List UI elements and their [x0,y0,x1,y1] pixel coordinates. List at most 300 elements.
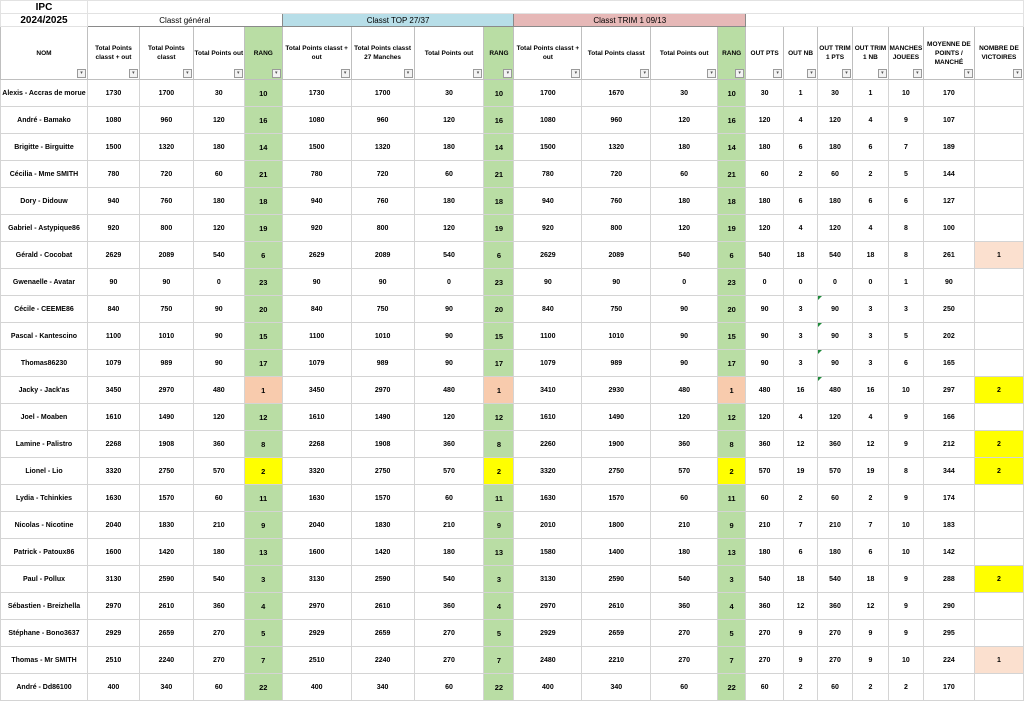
table-cell[interactable]: 2929 [87,620,139,647]
table-cell[interactable]: 1500 [87,134,139,161]
table-cell[interactable]: 2510 [87,647,139,674]
column-header-17[interactable] [888,27,923,80]
table-cell[interactable]: 0 [414,269,484,296]
table-cell[interactable]: 2268 [87,431,139,458]
table-cell[interactable]: 90 [282,269,351,296]
table-cell[interactable]: 270 [818,620,853,647]
table-cell[interactable]: 174 [923,485,974,512]
table-cell[interactable]: 6 [852,134,888,161]
table-cell[interactable]: 1610 [87,404,139,431]
table-cell[interactable]: 2 [974,458,1023,485]
table-cell[interactable]: 1490 [582,404,651,431]
table-cell[interactable]: 12 [784,431,818,458]
table-cell[interactable]: 2750 [139,458,193,485]
table-cell[interactable]: 800 [139,215,193,242]
table-cell[interactable]: 1630 [282,485,351,512]
table-cell[interactable]: 90 [414,323,484,350]
table-cell[interactable]: 10 [888,647,923,674]
table-cell[interactable]: 1079 [282,350,351,377]
table-cell[interactable]: 120 [193,404,244,431]
table-cell[interactable]: 250 [923,296,974,323]
table-cell[interactable]: 12 [852,593,888,620]
table-cell[interactable]: 1010 [351,323,414,350]
table-cell[interactable]: 120 [414,215,484,242]
table-cell[interactable]: 360 [414,593,484,620]
table-cell[interactable]: 540 [414,242,484,269]
table-cell[interactable]: 90 [582,269,651,296]
table-cell[interactable]: 570 [746,458,784,485]
table-cell[interactable]: 8 [888,458,923,485]
table-cell[interactable]: 340 [351,674,414,701]
player-name-cell[interactable]: Dory - Didouw [1,188,88,215]
table-cell[interactable]: 920 [514,215,582,242]
player-name-cell[interactable]: Pascal - Kantescino [1,323,88,350]
table-cell[interactable]: 120 [193,215,244,242]
player-name-cell[interactable]: Joel - Moaben [1,404,88,431]
table-cell[interactable]: 2659 [139,620,193,647]
table-cell[interactable]: 1600 [282,539,351,566]
table-cell[interactable]: 1800 [582,512,651,539]
table-cell[interactable]: 780 [514,161,582,188]
table-cell[interactable]: 400 [87,674,139,701]
filter-dropdown-icon[interactable]: ▾ [1013,69,1022,78]
table-cell[interactable] [974,323,1023,350]
table-cell[interactable]: 750 [139,296,193,323]
table-cell[interactable]: 1570 [351,485,414,512]
table-cell[interactable]: 120 [651,107,718,134]
table-cell[interactable]: 360 [193,431,244,458]
table-cell[interactable]: 16 [852,377,888,404]
table-cell[interactable]: 2750 [351,458,414,485]
rank-cell[interactable]: 10 [484,80,514,107]
table-cell[interactable]: 9 [852,647,888,674]
table-cell[interactable]: 1320 [139,134,193,161]
rank-cell[interactable]: 8 [244,431,282,458]
table-cell[interactable]: 360 [818,593,853,620]
table-cell[interactable]: 1100 [282,323,351,350]
column-header-7[interactable] [414,27,484,80]
table-cell[interactable]: 360 [818,431,853,458]
table-cell[interactable]: 2040 [282,512,351,539]
table-cell[interactable]: 295 [923,620,974,647]
table-cell[interactable]: 60 [818,674,853,701]
table-cell[interactable]: 2610 [139,593,193,620]
table-cell[interactable]: 2 [974,377,1023,404]
table-cell[interactable]: 340 [582,674,651,701]
rank-cell[interactable]: 7 [718,647,746,674]
table-cell[interactable]: 480 [818,377,853,404]
column-header-15[interactable] [818,27,853,80]
table-cell[interactable]: 189 [923,134,974,161]
table-cell[interactable]: 800 [351,215,414,242]
table-cell[interactable]: 90 [193,323,244,350]
rank-cell[interactable]: 17 [484,350,514,377]
table-cell[interactable]: 1 [852,80,888,107]
table-cell[interactable]: 1420 [139,539,193,566]
table-cell[interactable]: 30 [746,80,784,107]
table-cell[interactable] [974,80,1023,107]
table-cell[interactable] [974,350,1023,377]
table-cell[interactable]: 180 [746,188,784,215]
rank-cell[interactable]: 17 [718,350,746,377]
table-cell[interactable]: 1600 [87,539,139,566]
rank-cell[interactable]: 12 [244,404,282,431]
player-name-cell[interactable]: Gabriel - Astypique86 [1,215,88,242]
table-cell[interactable]: 7 [852,512,888,539]
table-cell[interactable]: 90 [818,350,853,377]
table-cell[interactable]: 2040 [87,512,139,539]
rank-cell[interactable]: 19 [244,215,282,242]
table-cell[interactable]: 270 [193,620,244,647]
filter-dropdown-icon[interactable]: ▾ [735,69,744,78]
table-cell[interactable]: 2210 [582,647,651,674]
table-cell[interactable]: 1490 [351,404,414,431]
table-cell[interactable]: 270 [651,647,718,674]
table-cell[interactable]: 840 [87,296,139,323]
table-cell[interactable]: 540 [818,566,853,593]
column-header-5[interactable] [282,27,351,80]
table-cell[interactable]: 720 [582,161,651,188]
table-cell[interactable]: 10 [888,80,923,107]
rank-cell[interactable]: 10 [718,80,746,107]
table-cell[interactable] [974,296,1023,323]
table-cell[interactable]: 1610 [514,404,582,431]
table-cell[interactable]: 780 [87,161,139,188]
table-cell[interactable]: 2590 [582,566,651,593]
table-cell[interactable]: 0 [818,269,853,296]
table-cell[interactable]: 1100 [87,323,139,350]
table-cell[interactable]: 3410 [514,377,582,404]
table-cell[interactable]: 940 [282,188,351,215]
rank-cell[interactable]: 9 [718,512,746,539]
table-cell[interactable]: 120 [651,215,718,242]
table-cell[interactable]: 166 [923,404,974,431]
table-cell[interactable]: 1830 [351,512,414,539]
rank-cell[interactable]: 5 [718,620,746,647]
table-cell[interactable]: 960 [582,107,651,134]
table-cell[interactable] [974,107,1023,134]
table-cell[interactable]: 570 [414,458,484,485]
rank-cell[interactable]: 23 [484,269,514,296]
table-cell[interactable]: 480 [651,377,718,404]
table-cell[interactable]: 0 [651,269,718,296]
table-cell[interactable]: 170 [923,80,974,107]
table-cell[interactable]: 360 [193,593,244,620]
table-cell[interactable]: 1500 [282,134,351,161]
filter-dropdown-icon[interactable]: ▾ [913,69,922,78]
table-cell[interactable]: 3130 [282,566,351,593]
table-cell[interactable]: 180 [746,134,784,161]
table-cell[interactable]: 2930 [582,377,651,404]
table-cell[interactable]: 1900 [582,431,651,458]
table-cell[interactable]: 120 [818,404,853,431]
player-name-cell[interactable]: Lionel - Lio [1,458,88,485]
column-header-0[interactable] [1,27,88,80]
rank-cell[interactable]: 22 [484,674,514,701]
filter-dropdown-icon[interactable]: ▾ [77,69,86,78]
table-cell[interactable]: 3 [784,350,818,377]
table-cell[interactable]: 90 [746,323,784,350]
rank-cell[interactable]: 13 [244,539,282,566]
table-cell[interactable]: 60 [818,161,853,188]
rank-cell[interactable]: 6 [484,242,514,269]
table-cell[interactable]: 0 [193,269,244,296]
table-cell[interactable]: 9 [888,620,923,647]
filter-dropdown-icon[interactable]: ▾ [807,69,816,78]
table-cell[interactable]: 180 [414,188,484,215]
rank-cell[interactable]: 7 [244,647,282,674]
table-cell[interactable] [974,161,1023,188]
player-name-cell[interactable]: Gérald - Cocobat [1,242,88,269]
table-cell[interactable]: 120 [818,107,853,134]
table-cell[interactable]: 2 [852,674,888,701]
table-cell[interactable]: 60 [746,161,784,188]
table-cell[interactable] [974,404,1023,431]
table-cell[interactable]: 60 [414,674,484,701]
column-header-10[interactable] [582,27,651,80]
filter-dropdown-icon[interactable]: ▾ [503,69,512,78]
table-cell[interactable]: 90 [818,323,853,350]
table-cell[interactable]: 9 [888,593,923,620]
table-cell[interactable]: 3 [852,296,888,323]
table-cell[interactable]: 9 [784,647,818,674]
table-cell[interactable]: 920 [87,215,139,242]
table-cell[interactable]: 90 [139,269,193,296]
table-cell[interactable]: 10 [888,539,923,566]
table-cell[interactable]: 90 [651,323,718,350]
rank-cell[interactable]: 15 [484,323,514,350]
table-cell[interactable]: 6 [852,539,888,566]
table-cell[interactable]: 90 [746,296,784,323]
table-cell[interactable]: 1 [974,242,1023,269]
table-cell[interactable]: 760 [139,188,193,215]
player-name-cell[interactable]: Lamine - Palistro [1,431,88,458]
rank-cell[interactable]: 4 [244,593,282,620]
table-cell[interactable]: 9 [888,107,923,134]
rank-cell[interactable]: 18 [484,188,514,215]
table-cell[interactable]: 90 [818,296,853,323]
filter-dropdown-icon[interactable]: ▾ [183,69,192,78]
table-cell[interactable]: 2 [852,161,888,188]
filter-dropdown-icon[interactable]: ▾ [640,69,649,78]
table-cell[interactable]: 90 [414,296,484,323]
table-cell[interactable]: 2510 [282,647,351,674]
table-cell[interactable]: 270 [193,647,244,674]
table-cell[interactable]: 2 [974,566,1023,593]
table-cell[interactable]: 940 [87,188,139,215]
filter-dropdown-icon[interactable]: ▾ [707,69,716,78]
table-cell[interactable]: 60 [651,161,718,188]
table-cell[interactable]: 540 [746,566,784,593]
table-cell[interactable]: 120 [746,107,784,134]
table-cell[interactable]: 5 [888,323,923,350]
table-cell[interactable]: 210 [414,512,484,539]
column-header-2[interactable] [139,27,193,80]
table-cell[interactable]: 202 [923,323,974,350]
table-cell[interactable]: 760 [582,188,651,215]
table-cell[interactable] [974,269,1023,296]
table-cell[interactable]: 1079 [514,350,582,377]
table-cell[interactable]: 570 [818,458,853,485]
filter-dropdown-icon[interactable]: ▾ [341,69,350,78]
table-cell[interactable]: 180 [651,539,718,566]
rank-cell[interactable]: 16 [244,107,282,134]
table-cell[interactable]: 2089 [351,242,414,269]
table-cell[interactable]: 2089 [139,242,193,269]
filter-dropdown-icon[interactable]: ▾ [571,69,580,78]
table-cell[interactable]: 3 [852,323,888,350]
rank-cell[interactable]: 3 [484,566,514,593]
table-cell[interactable]: 1730 [87,80,139,107]
table-cell[interactable]: 2480 [514,647,582,674]
table-cell[interactable]: 989 [139,350,193,377]
table-cell[interactable]: 840 [282,296,351,323]
table-cell[interactable]: 1700 [351,80,414,107]
table-cell[interactable]: 6 [784,134,818,161]
rank-cell[interactable]: 16 [484,107,514,134]
table-cell[interactable]: 920 [282,215,351,242]
table-cell[interactable]: 3320 [282,458,351,485]
table-cell[interactable] [974,539,1023,566]
table-cell[interactable]: 1080 [87,107,139,134]
table-cell[interactable]: 1908 [351,431,414,458]
rank-cell[interactable]: 6 [244,242,282,269]
table-cell[interactable]: 2970 [351,377,414,404]
table-cell[interactable]: 0 [852,269,888,296]
column-header-6[interactable] [351,27,414,80]
table-cell[interactable]: 2610 [582,593,651,620]
player-name-cell[interactable]: Gwenaelle - Avatar [1,269,88,296]
table-cell[interactable]: 270 [746,620,784,647]
table-cell[interactable]: 6 [888,350,923,377]
table-cell[interactable]: 540 [651,242,718,269]
table-cell[interactable]: 1100 [514,323,582,350]
rank-cell[interactable]: 21 [484,161,514,188]
table-cell[interactable]: 2 [974,431,1023,458]
table-cell[interactable]: 1730 [282,80,351,107]
table-cell[interactable]: 3130 [514,566,582,593]
table-cell[interactable] [974,674,1023,701]
table-cell[interactable]: 2590 [139,566,193,593]
table-cell[interactable]: 1830 [139,512,193,539]
rank-cell[interactable]: 10 [244,80,282,107]
column-header-1[interactable] [87,27,139,80]
rank-cell[interactable]: 8 [484,431,514,458]
table-cell[interactable]: 2929 [514,620,582,647]
table-cell[interactable]: 5 [888,161,923,188]
table-cell[interactable]: 18 [784,566,818,593]
table-cell[interactable]: 120 [414,404,484,431]
table-cell[interactable]: 1908 [139,431,193,458]
table-cell[interactable]: 570 [651,458,718,485]
table-cell[interactable]: 2929 [282,620,351,647]
table-cell[interactable]: 7 [784,512,818,539]
table-cell[interactable]: 180 [414,134,484,161]
player-name-cell[interactable]: André - Bamako [1,107,88,134]
table-cell[interactable]: 180 [818,539,853,566]
table-cell[interactable]: 180 [193,188,244,215]
player-name-cell[interactable]: Thomas - Mr SMITH [1,647,88,674]
rank-cell[interactable]: 1 [484,377,514,404]
column-header-13[interactable] [746,27,784,80]
filter-dropdown-icon[interactable]: ▾ [773,69,782,78]
rank-cell[interactable]: 4 [484,593,514,620]
table-cell[interactable]: 16 [784,377,818,404]
table-cell[interactable]: 3320 [87,458,139,485]
table-cell[interactable]: 2268 [282,431,351,458]
rank-cell[interactable]: 2 [244,458,282,485]
table-cell[interactable]: 2240 [139,647,193,674]
table-cell[interactable]: 540 [651,566,718,593]
table-cell[interactable]: 270 [818,647,853,674]
table-cell[interactable]: 960 [351,107,414,134]
table-cell[interactable]: 1700 [139,80,193,107]
table-cell[interactable]: 30 [651,80,718,107]
table-cell[interactable] [974,485,1023,512]
table-cell[interactable]: 142 [923,539,974,566]
table-cell[interactable]: 60 [818,485,853,512]
table-cell[interactable]: 60 [651,674,718,701]
filter-dropdown-icon[interactable]: ▾ [842,69,851,78]
table-cell[interactable]: 210 [818,512,853,539]
table-cell[interactable]: 570 [193,458,244,485]
table-cell[interactable]: 120 [193,107,244,134]
table-cell[interactable]: 270 [651,620,718,647]
table-cell[interactable]: 540 [818,242,853,269]
rank-cell[interactable]: 14 [718,134,746,161]
table-cell[interactable]: 344 [923,458,974,485]
table-cell[interactable]: 90 [651,296,718,323]
table-cell[interactable]: 120 [414,107,484,134]
table-cell[interactable]: 60 [414,485,484,512]
rank-cell[interactable]: 22 [718,674,746,701]
table-cell[interactable]: 288 [923,566,974,593]
table-cell[interactable]: 1010 [582,323,651,350]
column-header-3[interactable] [193,27,244,80]
table-cell[interactable]: 540 [746,242,784,269]
table-cell[interactable]: 4 [852,404,888,431]
player-name-cell[interactable]: Thomas86230 [1,350,88,377]
table-cell[interactable]: 183 [923,512,974,539]
table-cell[interactable]: 0 [746,269,784,296]
table-cell[interactable]: 1 [784,80,818,107]
rank-cell[interactable]: 14 [484,134,514,161]
table-cell[interactable]: 1320 [582,134,651,161]
column-header-4[interactable] [244,27,282,80]
table-cell[interactable]: 90 [514,269,582,296]
table-cell[interactable]: 90 [87,269,139,296]
table-cell[interactable]: 7 [888,134,923,161]
table-cell[interactable]: 9 [888,566,923,593]
table-cell[interactable]: 540 [414,566,484,593]
table-cell[interactable]: 270 [746,647,784,674]
table-cell[interactable]: 180 [193,134,244,161]
table-cell[interactable]: 19 [852,458,888,485]
table-cell[interactable]: 180 [193,539,244,566]
table-cell[interactable]: 8 [888,242,923,269]
table-cell[interactable]: 261 [923,242,974,269]
player-name-cell[interactable]: Paul - Pollux [1,566,88,593]
table-cell[interactable]: 60 [746,485,784,512]
rank-cell[interactable]: 18 [718,188,746,215]
filter-dropdown-icon[interactable]: ▾ [234,69,243,78]
rank-cell[interactable]: 5 [244,620,282,647]
table-cell[interactable]: 4 [784,107,818,134]
rank-cell[interactable]: 9 [484,512,514,539]
table-cell[interactable]: 940 [514,188,582,215]
rank-cell[interactable]: 19 [718,215,746,242]
rank-cell[interactable]: 21 [244,161,282,188]
